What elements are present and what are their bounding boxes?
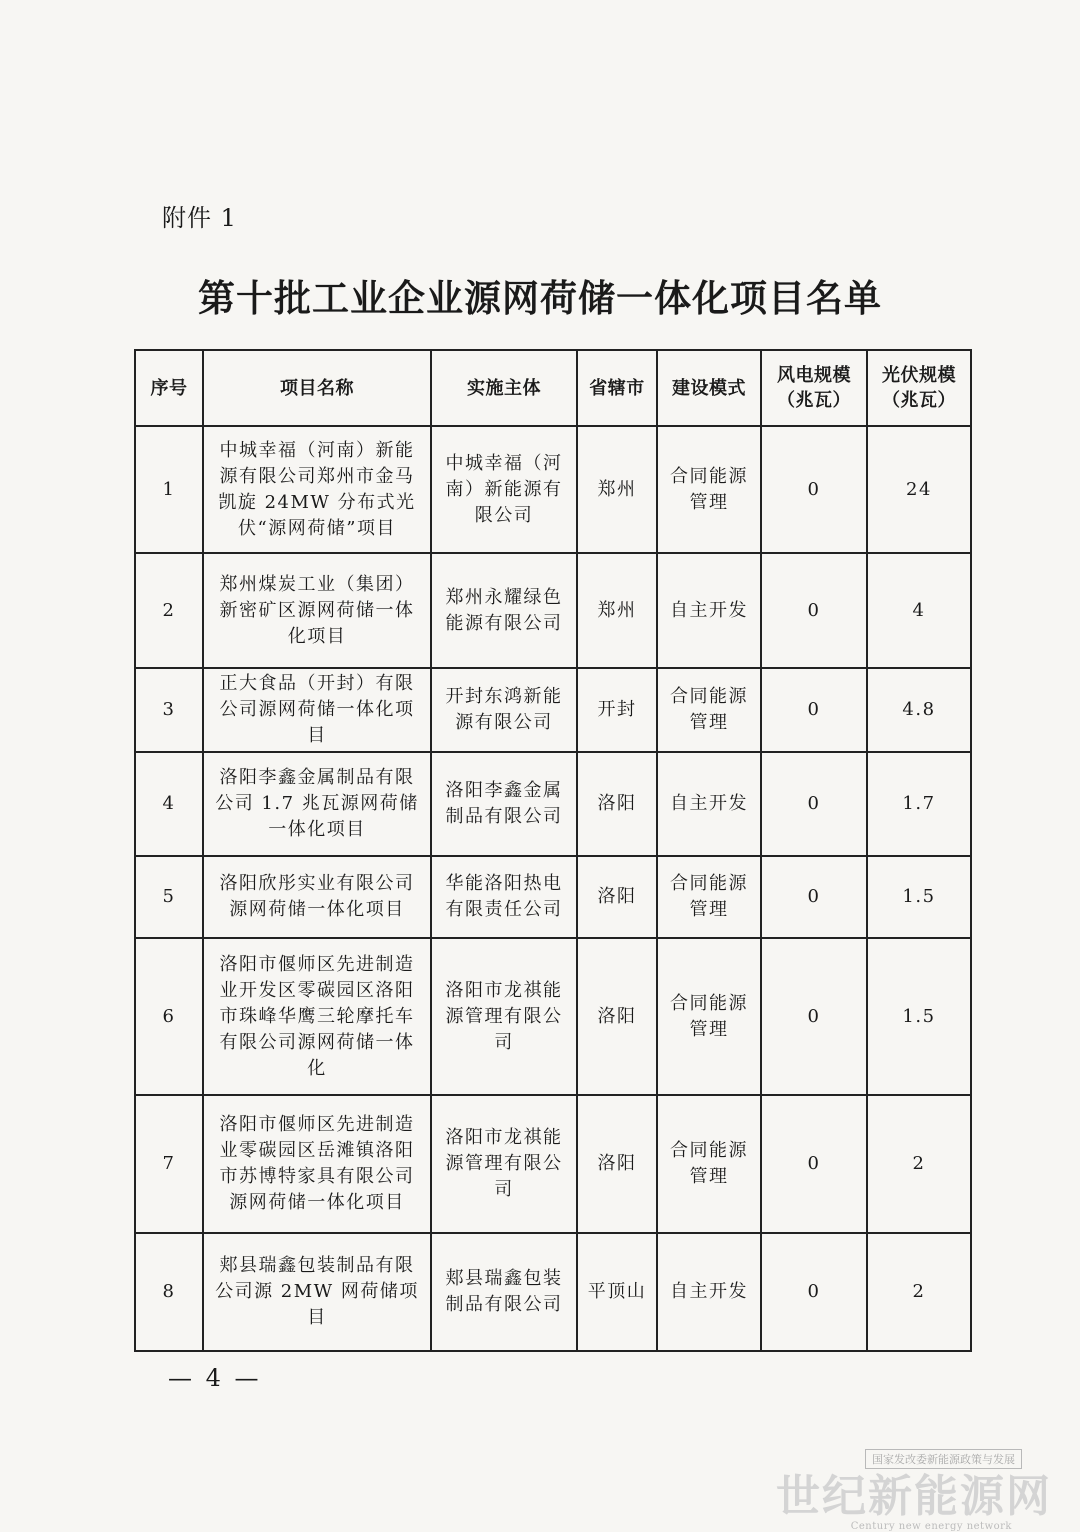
cell-city: 洛阳	[577, 938, 657, 1095]
cell-wind: 0	[761, 752, 867, 856]
table-row	[135, 553, 971, 668]
table-row	[135, 752, 971, 856]
cell-name: 洛阳市偃师区先进制造业零碳园区岳滩镇洛阳市苏博特家具有限公司源网荷储一体化项目	[203, 1095, 431, 1233]
cell-no: 5	[135, 856, 203, 938]
cell-entity: 郑州永耀绿色能源有限公司	[431, 553, 577, 668]
watermark	[752, 1448, 1052, 1532]
col-header-wind: 风电规模（兆瓦）	[761, 350, 867, 426]
cell-solar: 2	[867, 1095, 971, 1233]
cell-wind: 0	[761, 426, 867, 553]
cell-entity: 郏县瑞鑫包装制品有限公司	[431, 1233, 577, 1351]
watermark-english: Century new energy network	[850, 1521, 1012, 1532]
cell-wind: 0	[761, 668, 867, 752]
cell-no: 3	[135, 668, 203, 752]
cell-name: 中城幸福（河南）新能源有限公司郑州市金马凯旋 24MW 分布式光伏“源网荷储”项目	[203, 426, 431, 553]
table-row	[135, 426, 971, 553]
cell-solar: 2	[867, 1233, 971, 1351]
cell-mode: 自主开发	[657, 553, 761, 668]
page-number: — 4 —	[168, 1364, 262, 1392]
cell-city: 开封	[577, 668, 657, 752]
cell-no: 7	[135, 1095, 203, 1233]
cell-entity: 华能洛阳热电有限责任公司	[431, 856, 577, 938]
table-row	[135, 856, 971, 938]
cell-city: 郑州	[577, 426, 657, 553]
cell-no: 4	[135, 752, 203, 856]
cell-wind: 0	[761, 1233, 867, 1351]
col-header-city: 省辖市	[577, 350, 657, 426]
cell-entity: 洛阳李鑫金属制品有限公司	[431, 752, 577, 856]
cell-city: 洛阳	[577, 856, 657, 938]
cell-entity: 开封东鸿新能源有限公司	[431, 668, 577, 752]
cell-mode: 自主开发	[657, 752, 761, 856]
col-header-name: 项目名称	[203, 350, 431, 426]
cell-mode: 合同能源管理	[657, 938, 761, 1095]
cell-city: 洛阳	[577, 752, 657, 856]
cell-solar: 1.5	[867, 938, 971, 1095]
cell-wind: 0	[761, 1095, 867, 1233]
cell-solar: 1.5	[867, 856, 971, 938]
table-row	[135, 1095, 971, 1233]
cell-solar: 24	[867, 426, 971, 553]
cell-name: 洛阳欣彤实业有限公司源网荷储一体化项目	[203, 856, 431, 938]
cell-wind: 0	[761, 938, 867, 1095]
cell-city: 洛阳	[577, 1095, 657, 1233]
cell-solar: 1.7	[867, 752, 971, 856]
table-row	[135, 668, 971, 752]
table-header-row	[135, 350, 971, 426]
cell-wind: 0	[761, 856, 867, 938]
document-title: 第十批工业企业源网荷储一体化项目名单	[198, 277, 882, 320]
col-header-solar: 光伏规模（兆瓦）	[867, 350, 971, 426]
cell-name: 郏县瑞鑫包装制品有限公司源 2MW 网荷储项目	[203, 1233, 431, 1351]
cell-solar: 4.8	[867, 668, 971, 752]
table-row	[135, 1233, 971, 1351]
cell-city: 郑州	[577, 553, 657, 668]
cell-mode: 合同能源管理	[657, 668, 761, 752]
cell-name: 洛阳李鑫金属制品有限公司 1.7 兆瓦源网荷储一体化项目	[203, 752, 431, 856]
cell-entity: 中城幸福（河南）新能源有限公司	[431, 426, 577, 553]
col-header-no: 序号	[135, 350, 203, 426]
cell-no: 2	[135, 553, 203, 668]
cell-mode: 合同能源管理	[657, 1095, 761, 1233]
table-row	[135, 938, 971, 1095]
cell-mode: 合同能源管理	[657, 426, 761, 553]
watermark-tag: 国家发改委新能源政策与发展	[865, 1449, 1022, 1469]
cell-solar: 4	[867, 553, 971, 668]
cell-mode: 自主开发	[657, 1233, 761, 1351]
cell-no: 1	[135, 426, 203, 553]
cell-entity: 洛阳市龙祺能源管理有限公司	[431, 1095, 577, 1233]
cell-city: 平顶山	[577, 1233, 657, 1351]
project-table	[134, 349, 972, 1352]
cell-name: 郑州煤炭工业（集团）新密矿区源网荷储一体化项目	[203, 553, 431, 668]
cell-entity: 洛阳市龙祺能源管理有限公司	[431, 938, 577, 1095]
cell-mode: 合同能源管理	[657, 856, 761, 938]
cell-no: 8	[135, 1233, 203, 1351]
cell-name: 正大食品（开封）有限公司源网荷储一体化项目	[203, 668, 431, 752]
watermark-brand: 世纪新能源网	[776, 1471, 1052, 1522]
attachment-label: 附件 1	[162, 204, 237, 232]
col-header-entity: 实施主体	[431, 350, 577, 426]
cell-name: 洛阳市偃师区先进制造业开发区零碳园区洛阳市珠峰华鹰三轮摩托车有限公司源网荷储一体化	[203, 938, 431, 1095]
cell-wind: 0	[761, 553, 867, 668]
col-header-mode: 建设模式	[657, 350, 761, 426]
cell-no: 6	[135, 938, 203, 1095]
